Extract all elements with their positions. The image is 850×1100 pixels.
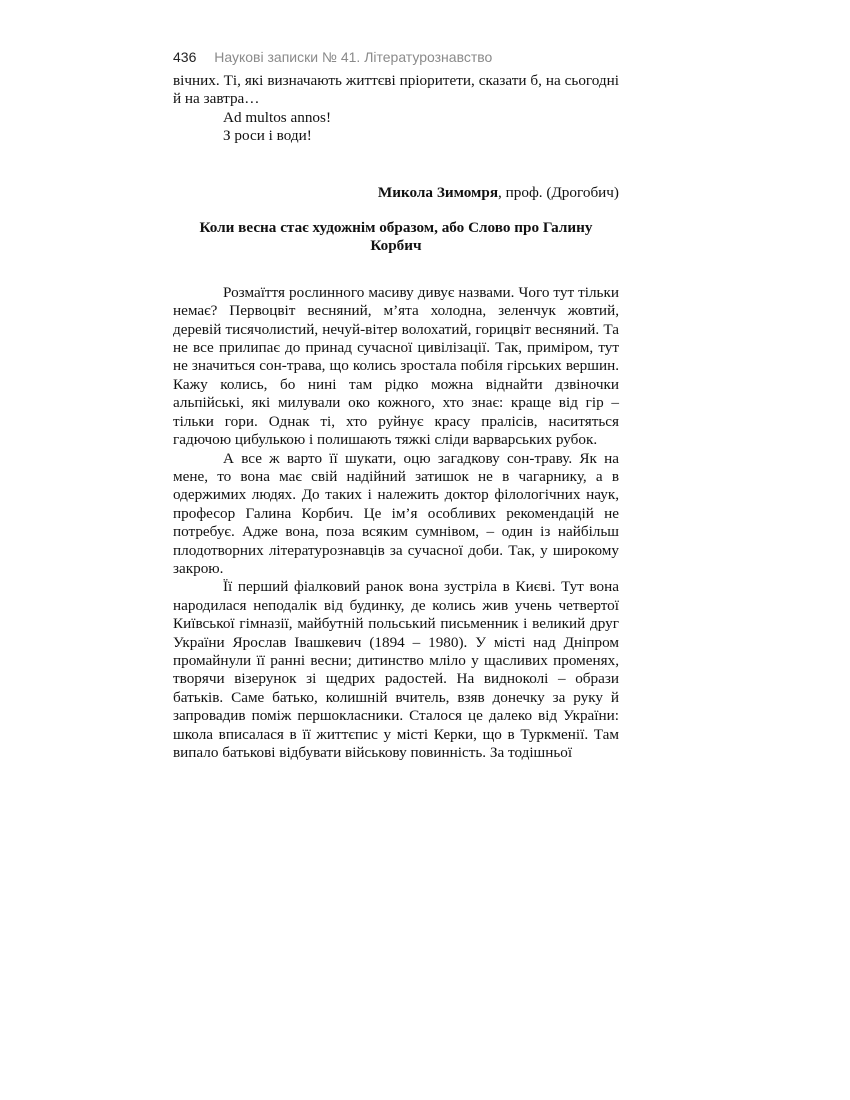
article-title: Коли весна стає художнім образом, або Слово про Галину Корбич (199, 219, 593, 255)
body-text (173, 72, 619, 762)
article-paragraph-1: Розмаїття рослинного масиву дивує назвами. Чого тут тільки немає? Первоцвіт весняний, м’ята холодна, зеленчук жовтий, деревій тисячолистий, нечуй-вітер волохатий, горицвіт весняний. Та не все прилипає до принад сучасної цивілізації. Так, приміром, тут не значиться сон-трава, що колись зростала побіля гірських вершин. Кажу колись, бо нині там рідко можна віднайти дзвіночки альпійські, які милували око кожного, хто знає: краще від гір – тільки гори. Однак ті, хто руйнує красу пралісів, наситяться гадючою цибулькою і полишають тяжкі сліди варварських рубок. (173, 283, 619, 449)
closing-line-1: Ad multos annos! (223, 108, 331, 126)
author-line (173, 184, 619, 202)
closing-line-2: З роси і води! (223, 127, 312, 145)
intro-paragraph: вічних. Ті, які визначають життєві пріоритети, сказати б, на сьогодні й на завтра… (173, 72, 619, 108)
article-paragraph-2: А все ж варто її шукати, оцю загадкову сон-траву. Як на мене, то вона має свій надійний затишок не в чагарнику, а в одержимих людях. До таких і належить доктор філологічних наук, професор Галина Корбич. Це ім’я особливих рекомендацій не потребує. Адже вона, поза всяким сумнівом, – один із найбільш плодотворних літературознавців за сучасної доби. Так, у широкому закрою. (173, 449, 619, 577)
author-affiliation: , проф. (Дрогобич) (498, 183, 619, 201)
author-name: Микола Зимомря (377, 183, 499, 201)
article-paragraph-3: Її перший фіалковий ранок вона зустріла в Києві. Тут вона народилася неподалік від будинку, де колись жив учень четвертої Київської гімназії, майбутній польський письменник і великий друг України Ярослав Івашкевич (1894 – 1980). У місті над Дніпром промайнули її ранні весни; дитинство мліло у щасливих променях, творячи візерунок зі щедрих радостей. На видноколі – образи батьків. Саме батько, колишній вчитель, взяв донечку за руку й запровадив поміж першокласники. Сталося це далеко від України: школа вписалася в її життєпис у місті Керки, що в Туркменії. Там випало батькові відбувати військову повинність. За тодішньої (173, 578, 619, 761)
page-number: 436 (173, 49, 197, 65)
running-header (173, 49, 633, 69)
journal-title: Наукові записки № 41. Літературознавство (214, 49, 493, 65)
